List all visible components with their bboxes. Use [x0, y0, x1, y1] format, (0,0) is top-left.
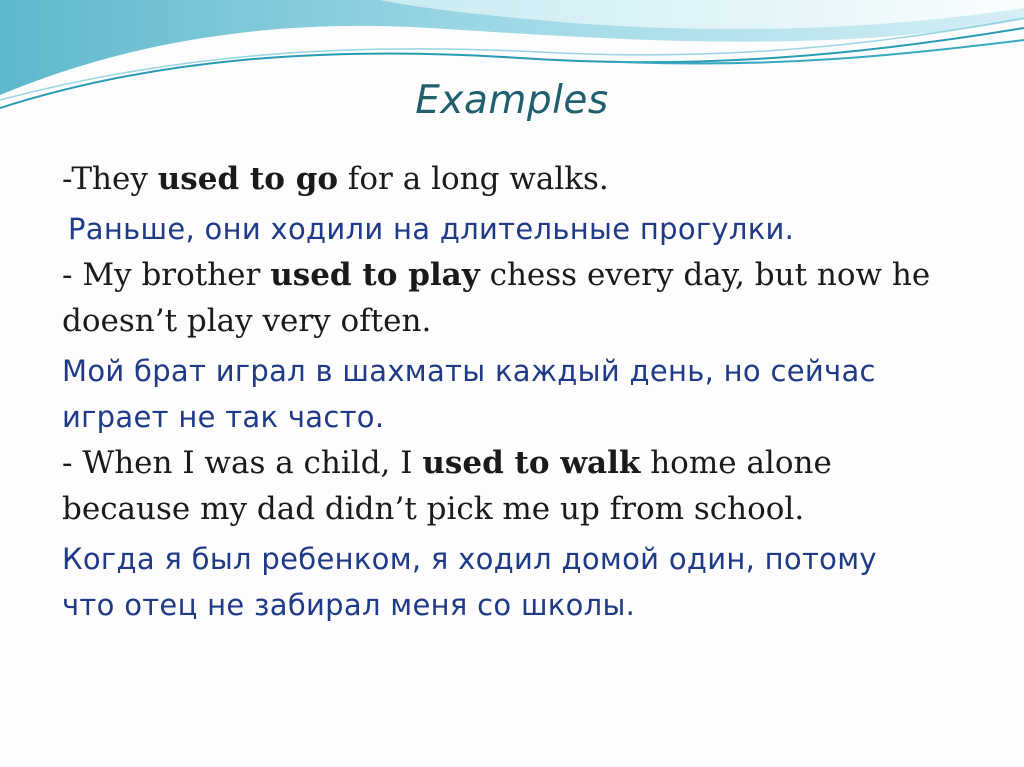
- example-2-russian-line-1: Мой брат играл в шахматы каждый день, но сейчас: [62, 354, 876, 388]
- example-1-prefix: -They: [62, 161, 158, 197]
- example-3-english-line-2: because my dad didn’t pick me up from school.: [62, 491, 805, 527]
- example-2-highlight: used to play: [270, 257, 480, 293]
- example-2-english-line-1: [62, 252, 962, 298]
- slide-title: Examples: [415, 78, 609, 123]
- example-3-highlight: used to walk: [422, 445, 641, 481]
- example-2-prefix: - My brother: [62, 257, 271, 293]
- example-3-english-line-1: [62, 440, 962, 486]
- example-2-suffix: chess every day, but now he: [479, 257, 931, 293]
- example-2-russian-line-2: играет не так часто.: [62, 400, 385, 434]
- example-1-highlight: used to go: [157, 161, 339, 197]
- example-3-russian-line-2: что отец не забирал меня со школы.: [62, 588, 636, 622]
- example-3-russian-line-1: Когда я был ребенком, я ходил домой один, потому: [62, 542, 877, 576]
- example-1-suffix: for a long walks.: [338, 161, 609, 197]
- example-3-prefix: - When I was a child, I: [62, 445, 423, 481]
- examples-body: [62, 156, 962, 628]
- example-2-english-line-2: doesn’t play very often.: [62, 303, 432, 339]
- example-1-russian: Раньше, они ходили на длительные прогулки.: [68, 212, 795, 246]
- example-3-suffix: home alone: [640, 445, 832, 481]
- example-1-english: [62, 156, 962, 202]
